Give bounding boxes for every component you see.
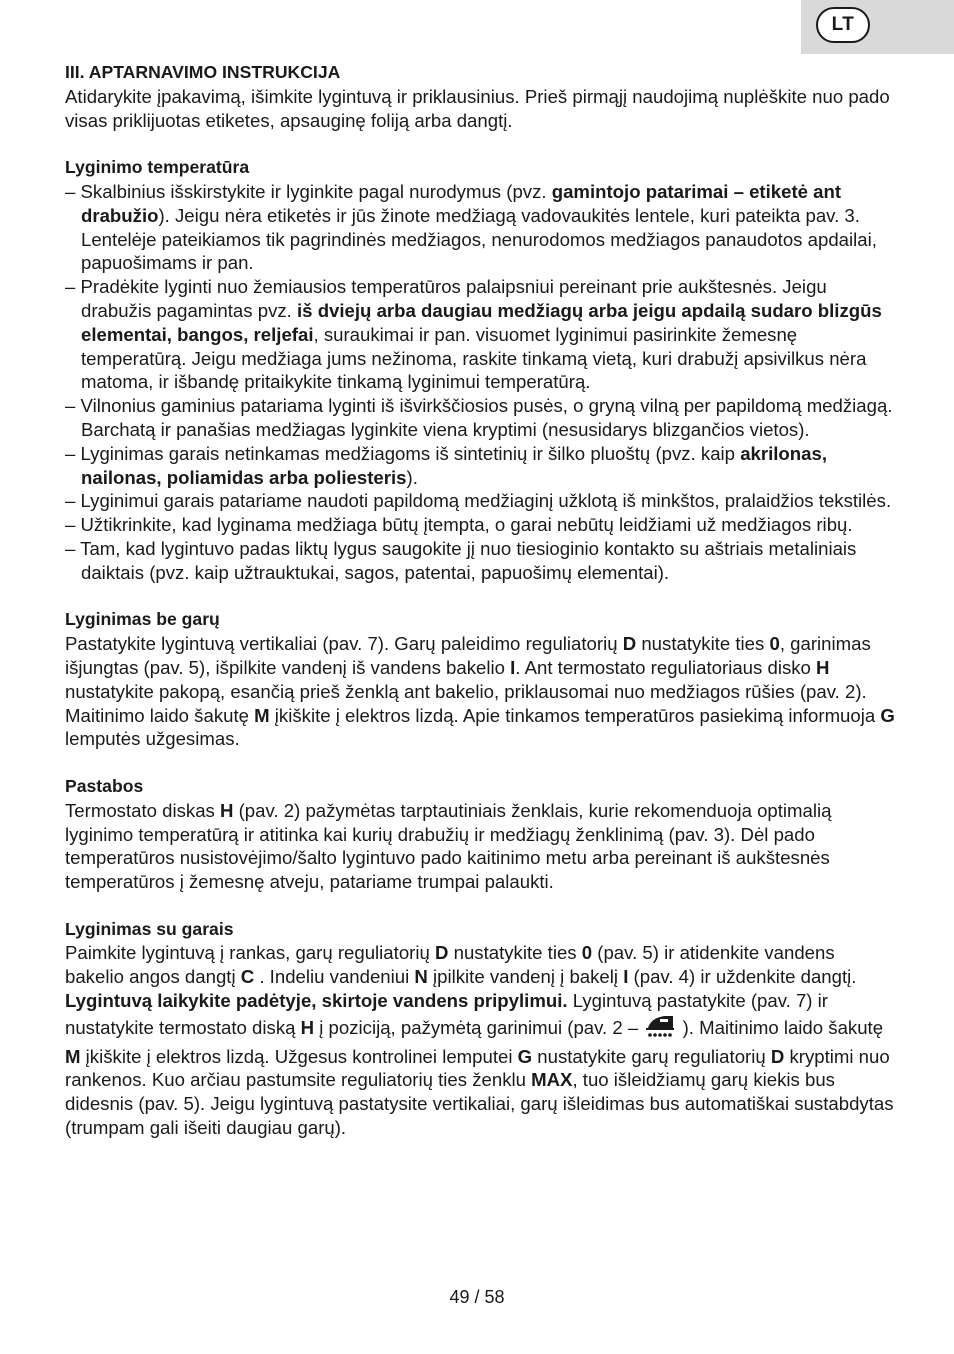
list-item: – Lyginimui garais patariame naudoti papildomą medžiaginį užklotą iš minkštos, pralaidžios tekstilės. xyxy=(65,490,892,512)
list-item: – Skalbinius išskirstykite ir lyginkite pagal nurodymus (pvz. gamintojo patarimai – etiketė ant drabužio). Jeigu nėra etiketės ir jūs žinote medžiagą vadovaukitės lentele, kuri pateikta pav. 3. Lentelėje pateikiamos tik pagrindinės medžiagos, nenurodomos medžiagos panaudotos apdailai, papuošimams ir pan. xyxy=(65,180,877,274)
section-heading: Lyginimas be garų xyxy=(65,609,220,630)
page-number: 49 / 58 xyxy=(449,1287,505,1307)
paragraph: Pastatykite lygintuvą vertikaliai (pav. 7). Garų paleidimo reguliatorių D nustatykite ties 0, garinimas išjungtas (pav. 5), išpilkite vandenį iš vandens bakelio I. Ant termostato reguliatoriaus disko H nustatykite pakopą, esančią prieš ženklą ant bakelio, priklausomai nuo medžiagos rūšies (pav. 2). Maitinimo laido šakutę M įkiškite į elektros lizdą. Apie tinkamos temperatūros pasiekimą informuoja G lemputės užgesimas. xyxy=(65,633,895,750)
steam-iron-icon xyxy=(643,1013,677,1045)
list-item: – Vilnonius gaminius patariama lyginti iš išvirkščiosios pusės, o gryną vilną per papildomą medžiagą. Barchatą ir panašias medžiagas lyginkite viena kryptimi (nesusidarys blizgančios vietos). xyxy=(65,395,893,440)
section-heading: Lyginimo temperatūra xyxy=(65,157,250,178)
list-item: – Tam, kad lygintuvo padas liktų lygus saugokite jį nuo tiesioginio kontakto su aštriais metaliniais daiktais (pvz. kaip užtrauktukai, sagos, patentai, papuošimų elementai). xyxy=(65,537,857,583)
paragraph: Atidarykite įpakavimą, išimkite lygintuvą ir priklausinius. Prieš pirmąjį naudojimą nuplėškite nuo pado visas priklijuotas etiketes, apsauginę foliją arba dangtį. xyxy=(65,85,890,131)
list-item: – Užtikrinkite, kad lyginama medžiaga būtų įtempta, o garai nebūtų leidžiami už medžiagos ribų. xyxy=(65,514,853,536)
section-heading: III. APTARNAVIMO INSTRUKCIJA xyxy=(65,62,341,82)
list-item: – Lyginimas garais netinkamas medžiagoms iš sintetinių ir šilko pluoštų (pvz. kaip akrilonas, nailonas, poliamidas arba poliesteris). xyxy=(65,442,828,488)
paragraph: Paimkite lygintuvą į rankas, garų reguliatorių D nustatykite ties 0 (pav. 5) ir atidenkite vandens bakelio angos dangtį C . Indeliu vandeniui N įpilkite vandenį į bakelį I (pav. 4) ir uždenkite dangtį. Lygintuvą laikykite padėtyje, skirtoje vandens pripylimui. Lygintuvą pastatykite (pav. 7) ir nustatykite termostato diską H į poziciją, pažymėtą garinimui (pav. 2 – ). Maitinimo laido šakutę M įkiškite į elektros lizdą. Užgesus kontrolinei lemputei G nustatykite garų reguliatorių D kryptimi nuo rankenos. Kuo arčiau pastumsite reguliatorių ties ženklu MAX, tuo išleidžiamų garų kiekis bus didesnis (pav. 5). Jeigu lygintuvą pastatysite vertikaliai, garų išleidimas bus automatiškai sustabdytas (trumpam gali išeiti daugiau garų). xyxy=(65,942,894,1139)
section-heading: Pastabos xyxy=(65,775,144,796)
section-heading: Lyginimas su garais xyxy=(65,918,234,939)
document-body xyxy=(65,61,895,1140)
language-tab xyxy=(801,0,954,54)
language-badge: LT xyxy=(816,7,870,43)
paragraph: Termostato diskas H (pav. 2) pažymėtas tarptautiniais ženklais, kurie rekomenduoja optimalią lyginimo temperatūrą ir atitinka kai kurių drabužių ir medžiagų ženklinimą (pav. 3). Dėl pado temperatūros nusistovėjimo/šalto lygintuvo pado kaitinimo metu arba pereinant iš aukštesnės temperatūros į žemesnę atveju, patariame trumpai palaukti. xyxy=(65,799,832,893)
list-item: – Pradėkite lyginti nuo žemiausios temperatūros palaipsniui pereinant prie aukštesnės. Jeigu drabužis pagamintas pvz. iš dviejų arba daugiau medžiagų arba jeigu apdailą sudaro blizgūs elementai, bangos, reljefai, suraukimai ir pan. visuomet lyginimui pasirinkite žemesnę temperatūrą. Jeigu medžiaga jums nežinoma, raskite tinkamą vietą, kuri drabužį apsivilkus nėra matoma, ir išbandę pritaikykite tinkamą lyginimui temperatūrą. xyxy=(65,276,882,393)
